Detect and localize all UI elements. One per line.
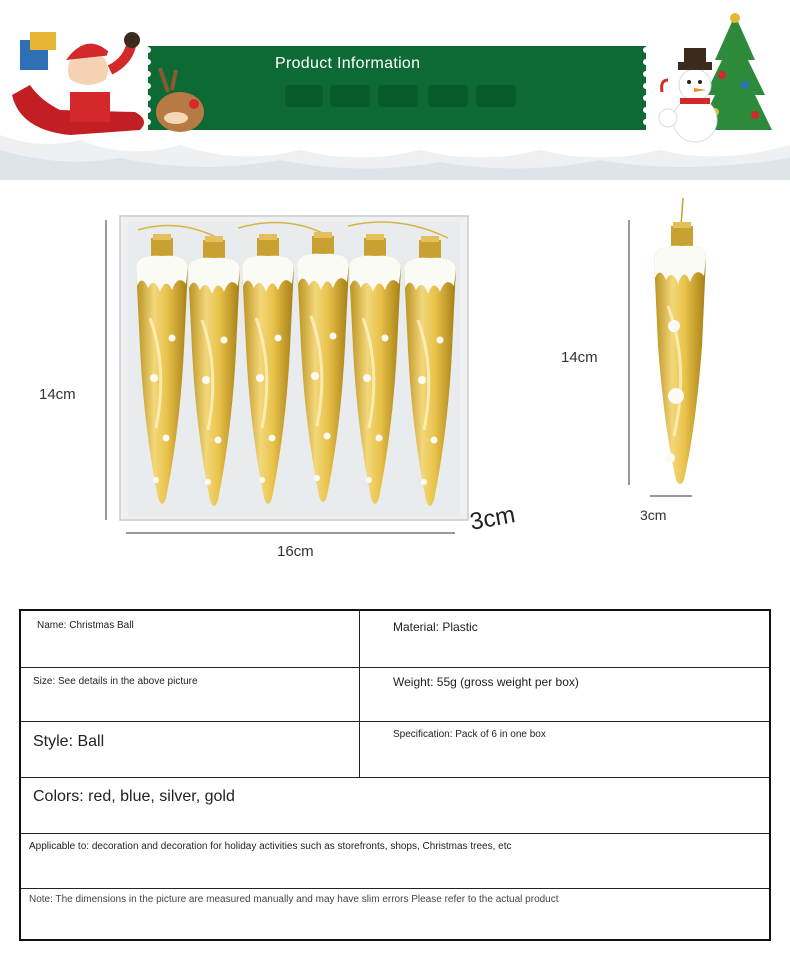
row-divider — [21, 721, 769, 722]
row-divider — [21, 777, 769, 778]
spec-colors: Colors: red, blue, silver, gold — [33, 788, 235, 805]
spec-weight: Weight: 55g (gross weight per box) — [393, 675, 579, 689]
box-depth-label: 3cm — [467, 501, 518, 536]
spec-specification: Specification: Pack of 6 in one box — [393, 729, 546, 740]
spec-style: Style: Ball — [33, 733, 105, 750]
spec-name: Name: Christmas Ball — [37, 620, 134, 631]
spec-material: Material: Plastic — [393, 620, 478, 634]
single-width-label: 3cm — [640, 507, 667, 523]
box-width-label: 16cm — [277, 543, 314, 560]
row-divider — [21, 667, 769, 668]
column-divider — [359, 611, 360, 777]
single-ornament-photo — [646, 196, 710, 492]
row-divider — [21, 888, 769, 889]
box-height-label: 14cm — [39, 386, 76, 403]
spec-note: Note: The dimensions in the picture are measured manually and may have slim errors Please refer to the actual product — [29, 894, 559, 905]
spec-table — [19, 609, 771, 941]
spec-applicable: Applicable to: decoration and decoration for holiday activities such as storefronts, shops, Christmas trees, etc — [29, 841, 512, 852]
single-height-label: 14cm — [561, 349, 598, 366]
banner-title: Product Information — [275, 55, 421, 72]
spec-size: Size: See details in the above picture — [33, 676, 198, 687]
row-divider — [21, 833, 769, 834]
